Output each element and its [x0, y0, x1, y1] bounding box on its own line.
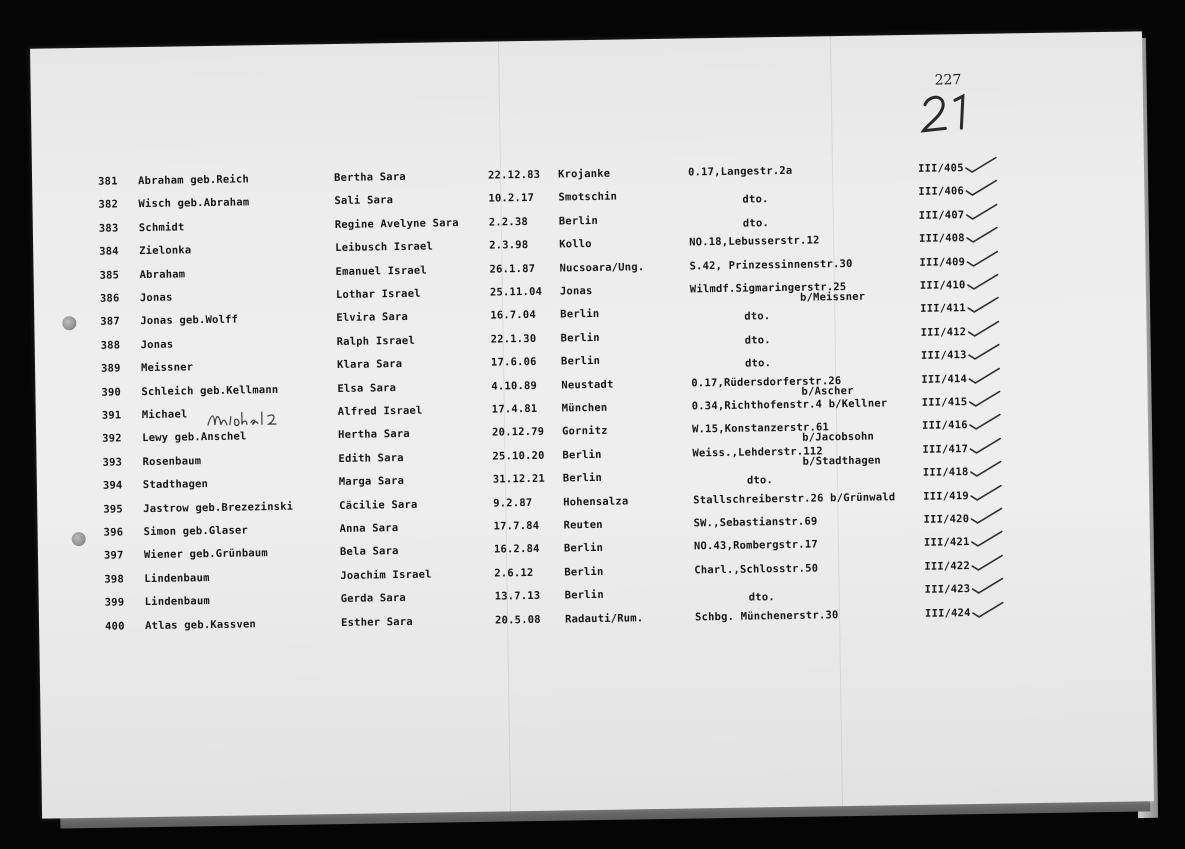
check-mark-icon: [967, 343, 1001, 362]
row-address: Charl.,Schlosstr.50: [694, 562, 819, 577]
row-given-names: Anna Sara: [339, 522, 399, 535]
row-birth-date: 20.5.08: [494, 613, 541, 627]
check-mark-icon: [969, 483, 1003, 502]
row-birth-place: Kollo: [559, 238, 592, 251]
row-given-names: Cäcilie Sara: [339, 498, 418, 512]
row-birth-date: 16.2.84: [493, 543, 540, 556]
row-address: dto.: [748, 591, 775, 604]
check-mark-icon: [965, 226, 999, 245]
row-surname: Jastrow geb.Brezezinski: [143, 500, 294, 515]
row-address: NO.18,Lebusserstr.12: [689, 234, 820, 249]
row-birth-date: 20.12.79: [492, 426, 545, 439]
row-surname: Simon geb.Glaser: [143, 524, 249, 539]
row-surname: Jonas: [140, 338, 174, 351]
check-mark-icon: [967, 366, 1001, 385]
row-birth-date: 25.10.20: [492, 449, 545, 463]
handwritten-annotation: [206, 408, 280, 431]
row-list-code: III/419: [923, 489, 969, 503]
check-mark-icon: [966, 296, 1000, 315]
check-mark-icon: [971, 600, 1005, 619]
row-surname: Meissner: [140, 361, 194, 375]
row-birth-date: 13.7.13: [494, 590, 541, 603]
check-mark-icon: [966, 273, 1000, 292]
handwritten-page-number: [919, 90, 980, 135]
row-given-names: Ralph Israel: [336, 334, 416, 348]
row-list-code: III/410: [919, 279, 966, 292]
row-surname: Abraham geb.Reich: [138, 173, 250, 188]
row-birth-place: Gornitz: [562, 425, 608, 438]
row-address: Weiss.,Lehderstr.112: [692, 445, 823, 460]
row-given-names: Klara Sara: [336, 358, 403, 372]
row-given-names: Bertha Sara: [333, 170, 406, 185]
row-address: dto.: [744, 357, 772, 370]
row-list-code: III/408: [919, 232, 965, 246]
row-surname: Lindenbaum: [144, 595, 211, 609]
row-birth-place: Radauti/Rum.: [564, 611, 644, 626]
row-birth-date: 31.12.21: [492, 472, 546, 486]
check-mark-icon: [968, 436, 1002, 455]
row-address: 0.17,Rüdersdorferstr.26: [691, 374, 842, 390]
row-number: 387: [100, 315, 120, 329]
row-surname: Wisch geb.Abraham: [138, 196, 250, 211]
row-number: 381: [98, 175, 118, 188]
row-address-note: b/Stadthagen: [802, 454, 881, 468]
row-list-code: III/409: [919, 255, 966, 269]
row-birth-place: Berlin: [560, 355, 601, 368]
check-mark-icon: [964, 156, 998, 175]
row-number: 384: [99, 245, 119, 258]
check-mark-icon: [970, 530, 1004, 549]
row-given-names: Leibusch Israel: [335, 240, 434, 255]
row-given-names: Esther Sara: [340, 615, 413, 629]
row-surname: Jonas geb.Wolff: [140, 313, 239, 328]
row-given-names: Elvira Sara: [336, 311, 409, 325]
row-surname: Stadthagen: [142, 478, 209, 492]
row-list-code: III/416: [921, 419, 968, 433]
row-address: NO.43,Rombergstr.17: [693, 538, 818, 553]
row-address: dto.: [744, 310, 771, 323]
row-surname: Atlas geb.Kassven: [145, 617, 257, 632]
row-birth-place: Hohensalza: [563, 495, 629, 509]
row-list-code: III/417: [922, 442, 969, 456]
page-number: 227: [934, 72, 962, 89]
row-address: Stallschreiberstr.26 b/Grünwald: [693, 490, 896, 507]
check-mark-icon: [970, 553, 1004, 572]
row-birth-date: 25.11.04: [489, 285, 543, 299]
row-surname: Schleich geb.Kellmann: [141, 383, 279, 398]
row-number: 395: [103, 502, 123, 516]
row-address: dto.: [746, 474, 774, 487]
row-address: Schbg. Münchenerstr.30: [694, 608, 839, 623]
row-birth-place: Berlin: [558, 214, 599, 228]
row-birth-place: München: [561, 401, 608, 415]
row-given-names: Marga Sara: [338, 475, 405, 489]
row-list-code: III/421: [923, 536, 970, 550]
row-given-names: Alfred Israel: [337, 404, 423, 418]
row-list-code: III/423: [924, 583, 971, 596]
row-birth-date: 22.1.30: [490, 332, 537, 346]
punch-hole: [72, 532, 86, 546]
row-birth-place: Smotschin: [558, 190, 618, 204]
row-list-code: III/411: [920, 302, 966, 316]
row-number: 396: [103, 526, 124, 539]
row-birth-place: Berlin: [560, 331, 600, 345]
row-number: 400: [105, 619, 125, 633]
check-mark-icon: [968, 413, 1002, 432]
row-address: 0.17,Langestr.2a: [687, 164, 793, 179]
row-surname: Jonas: [139, 291, 173, 305]
row-number: 393: [102, 456, 123, 469]
row-list-code: III/424: [924, 606, 971, 620]
row-birth-place: Krojanke: [557, 167, 611, 181]
row-surname: Rosenbaum: [142, 454, 202, 468]
row-birth-date: 10.2.17: [488, 192, 535, 205]
row-given-names: Sali Sara: [334, 194, 394, 208]
row-given-names: Hertha Sara: [338, 428, 410, 442]
row-birth-date: 2.3.98: [489, 239, 529, 252]
check-mark-icon: [970, 577, 1004, 596]
row-address: dto.: [742, 193, 769, 206]
row-surname: Lindenbaum: [144, 571, 210, 585]
row-number: 392: [102, 432, 122, 446]
row-address: W.15,Konstanzerstr.61: [691, 421, 830, 436]
row-given-names: Emanuel Israel: [335, 264, 427, 278]
row-address-note: b/Meissner: [799, 290, 866, 304]
row-list-code: III/415: [921, 396, 968, 409]
row-number: 383: [98, 222, 119, 235]
check-mark-icon: [969, 507, 1003, 526]
row-list-code: III/420: [923, 513, 970, 526]
row-surname: Wiener geb.Grünbaum: [143, 547, 268, 562]
row-birth-place: Berlin: [564, 589, 604, 602]
row-address: 0.34,Richthofenstr.4 b/Kellner: [691, 397, 888, 413]
row-given-names: Bela Sara: [339, 545, 399, 559]
row-number: 388: [100, 339, 121, 352]
row-birth-place: Neustadt: [561, 378, 614, 392]
row-number: 389: [100, 362, 121, 375]
row-given-names: Lothar Israel: [335, 287, 421, 302]
row-list-code: III/407: [918, 208, 965, 222]
row-birth-place: Reuten: [563, 518, 603, 532]
row-birth-place: Nucsoara/Ung.: [559, 260, 645, 275]
row-number: 386: [99, 292, 120, 305]
row-given-names: Elsa Sara: [337, 381, 397, 395]
row-surname: Michael: [141, 408, 188, 422]
row-birth-date: 4.10.89: [491, 379, 538, 393]
row-address: SW.,Sebastianstr.69: [693, 515, 818, 530]
row-address-note: b/Ascher: [801, 384, 854, 398]
row-list-code: III/405: [917, 162, 964, 175]
row-given-names: Regine Avelyne Sara: [334, 216, 459, 231]
row-address: Wilmdf.Sigmaringerstr.25: [689, 280, 847, 296]
row-address: dto.: [744, 333, 771, 347]
row-number: 397: [103, 549, 124, 563]
row-given-names: Gerda Sara: [340, 592, 407, 606]
row-birth-date: 17.6.06: [490, 356, 537, 369]
fold-line: [830, 36, 843, 806]
document-page: [30, 31, 1154, 818]
row-birth-date: 22.12.83: [487, 168, 541, 182]
punch-hole: [62, 316, 76, 330]
row-list-code: III/413: [920, 349, 967, 363]
row-given-names: Joachim Israel: [340, 568, 432, 582]
check-mark-icon: [965, 249, 999, 268]
row-surname: Zielonka: [139, 244, 192, 258]
row-list-code: III/414: [921, 372, 968, 386]
row-birth-date: 2.2.38: [488, 215, 529, 229]
row-birth-place: Berlin: [564, 565, 604, 579]
row-number: 399: [104, 596, 125, 609]
row-number: 394: [102, 479, 123, 492]
row-address: S.42, Prinzessinnenstr.30: [689, 257, 853, 273]
row-birth-date: 17.7.84: [493, 519, 540, 533]
row-address: dto.: [742, 216, 770, 230]
row-birth-date: 9.2.87: [493, 496, 533, 510]
row-birth-place: Berlin: [560, 308, 600, 321]
check-mark-icon: [969, 460, 1003, 479]
row-address-note: b/Jacobsohn: [802, 430, 875, 445]
row-birth-place: Berlin: [562, 448, 602, 462]
row-surname: Lewy geb.Anschel: [142, 430, 247, 445]
row-surname: Abraham: [139, 267, 186, 281]
check-mark-icon: [966, 319, 1000, 338]
check-mark-icon: [964, 179, 998, 198]
row-list-code: III/418: [922, 466, 969, 479]
row-number: 382: [98, 198, 119, 212]
check-mark-icon: [965, 202, 999, 221]
row-birth-place: Berlin: [562, 472, 603, 485]
row-number: 391: [101, 409, 122, 422]
row-surname: Schmidt: [138, 221, 185, 234]
row-number: 385: [99, 269, 120, 282]
row-birth-date: 16.7.04: [490, 309, 537, 322]
row-birth-date: 26.1.87: [489, 262, 536, 276]
row-birth-place: Berlin: [563, 542, 604, 555]
row-list-code: III/412: [920, 325, 967, 339]
row-birth-place: Jonas: [559, 284, 593, 298]
row-birth-date: 2.6.12: [494, 566, 534, 580]
row-list-code: III/422: [924, 559, 971, 573]
row-birth-date: 17.4.81: [491, 402, 538, 416]
row-given-names: Edith Sara: [338, 451, 404, 465]
row-number: 398: [104, 573, 125, 586]
row-number: 390: [101, 385, 122, 399]
row-list-code: III/406: [918, 185, 965, 199]
check-mark-icon: [967, 390, 1001, 409]
